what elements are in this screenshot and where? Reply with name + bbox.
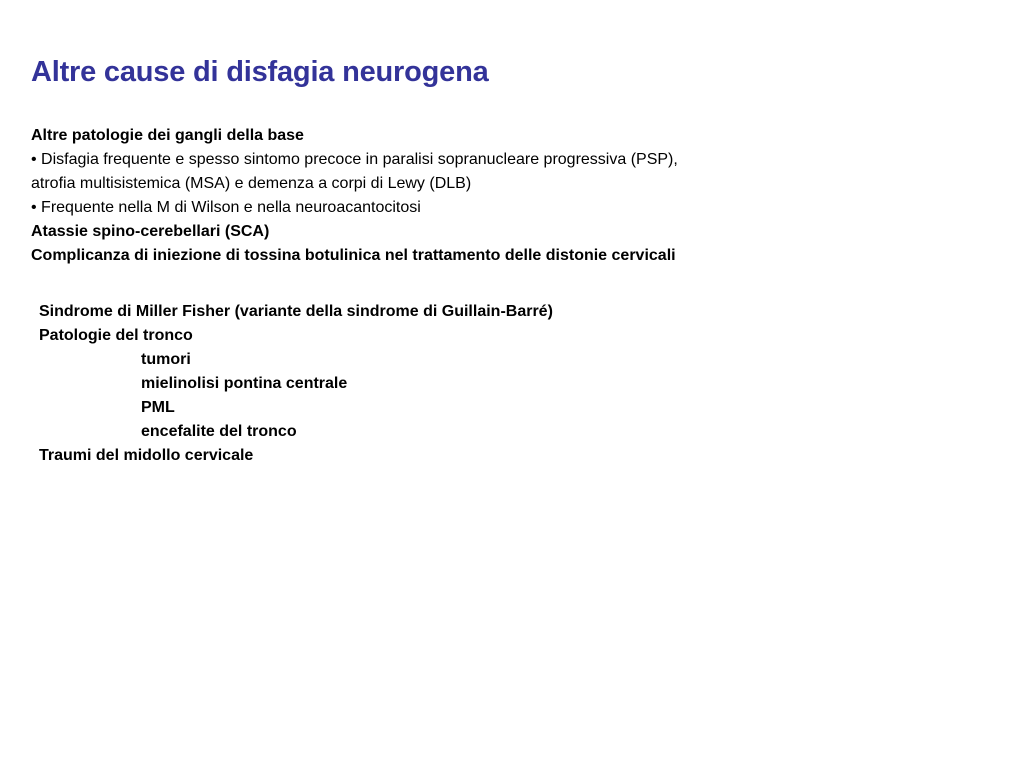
item-spinal-trauma: Traumi del midollo cervicale [39, 447, 254, 464]
heading-botulinum: Complicanza di iniezione di tossina botulinica nel trattamento delle distonie cervicali [31, 247, 676, 264]
heading-sca: Atassie spino-cerebellari (SCA) [31, 223, 270, 240]
heading-basal-ganglia: Altre patologie dei gangli della base [31, 127, 304, 144]
item-miller-fisher: Sindrome di Miller Fisher (variante della sindrome di Guillain-Barré) [39, 303, 553, 320]
bullet-psp-line2: atrofia multisistemica (MSA) e demenza a corpi di Lewy (DLB) [31, 175, 472, 192]
sub-item-encefalite: encefalite del tronco [141, 423, 297, 440]
bullet-wilson: • Frequente nella M di Wilson e nella neuroacantocitosi [31, 199, 421, 216]
slide-title: Altre cause di disfagia neurogena [31, 56, 489, 88]
item-brainstem: Patologie del tronco [39, 327, 193, 344]
sub-item-mielinolisi: mielinolisi pontina centrale [141, 375, 348, 392]
bullet-psp-line1: • Disfagia frequente e spesso sintomo precoce in paralisi sopranucleare progressiva (PSP), [31, 151, 678, 168]
section-other-causes [39, 300, 999, 468]
section-basal-ganglia [31, 124, 991, 268]
sub-item-pml: PML [141, 399, 175, 416]
sub-item-tumori: tumori [141, 351, 191, 368]
